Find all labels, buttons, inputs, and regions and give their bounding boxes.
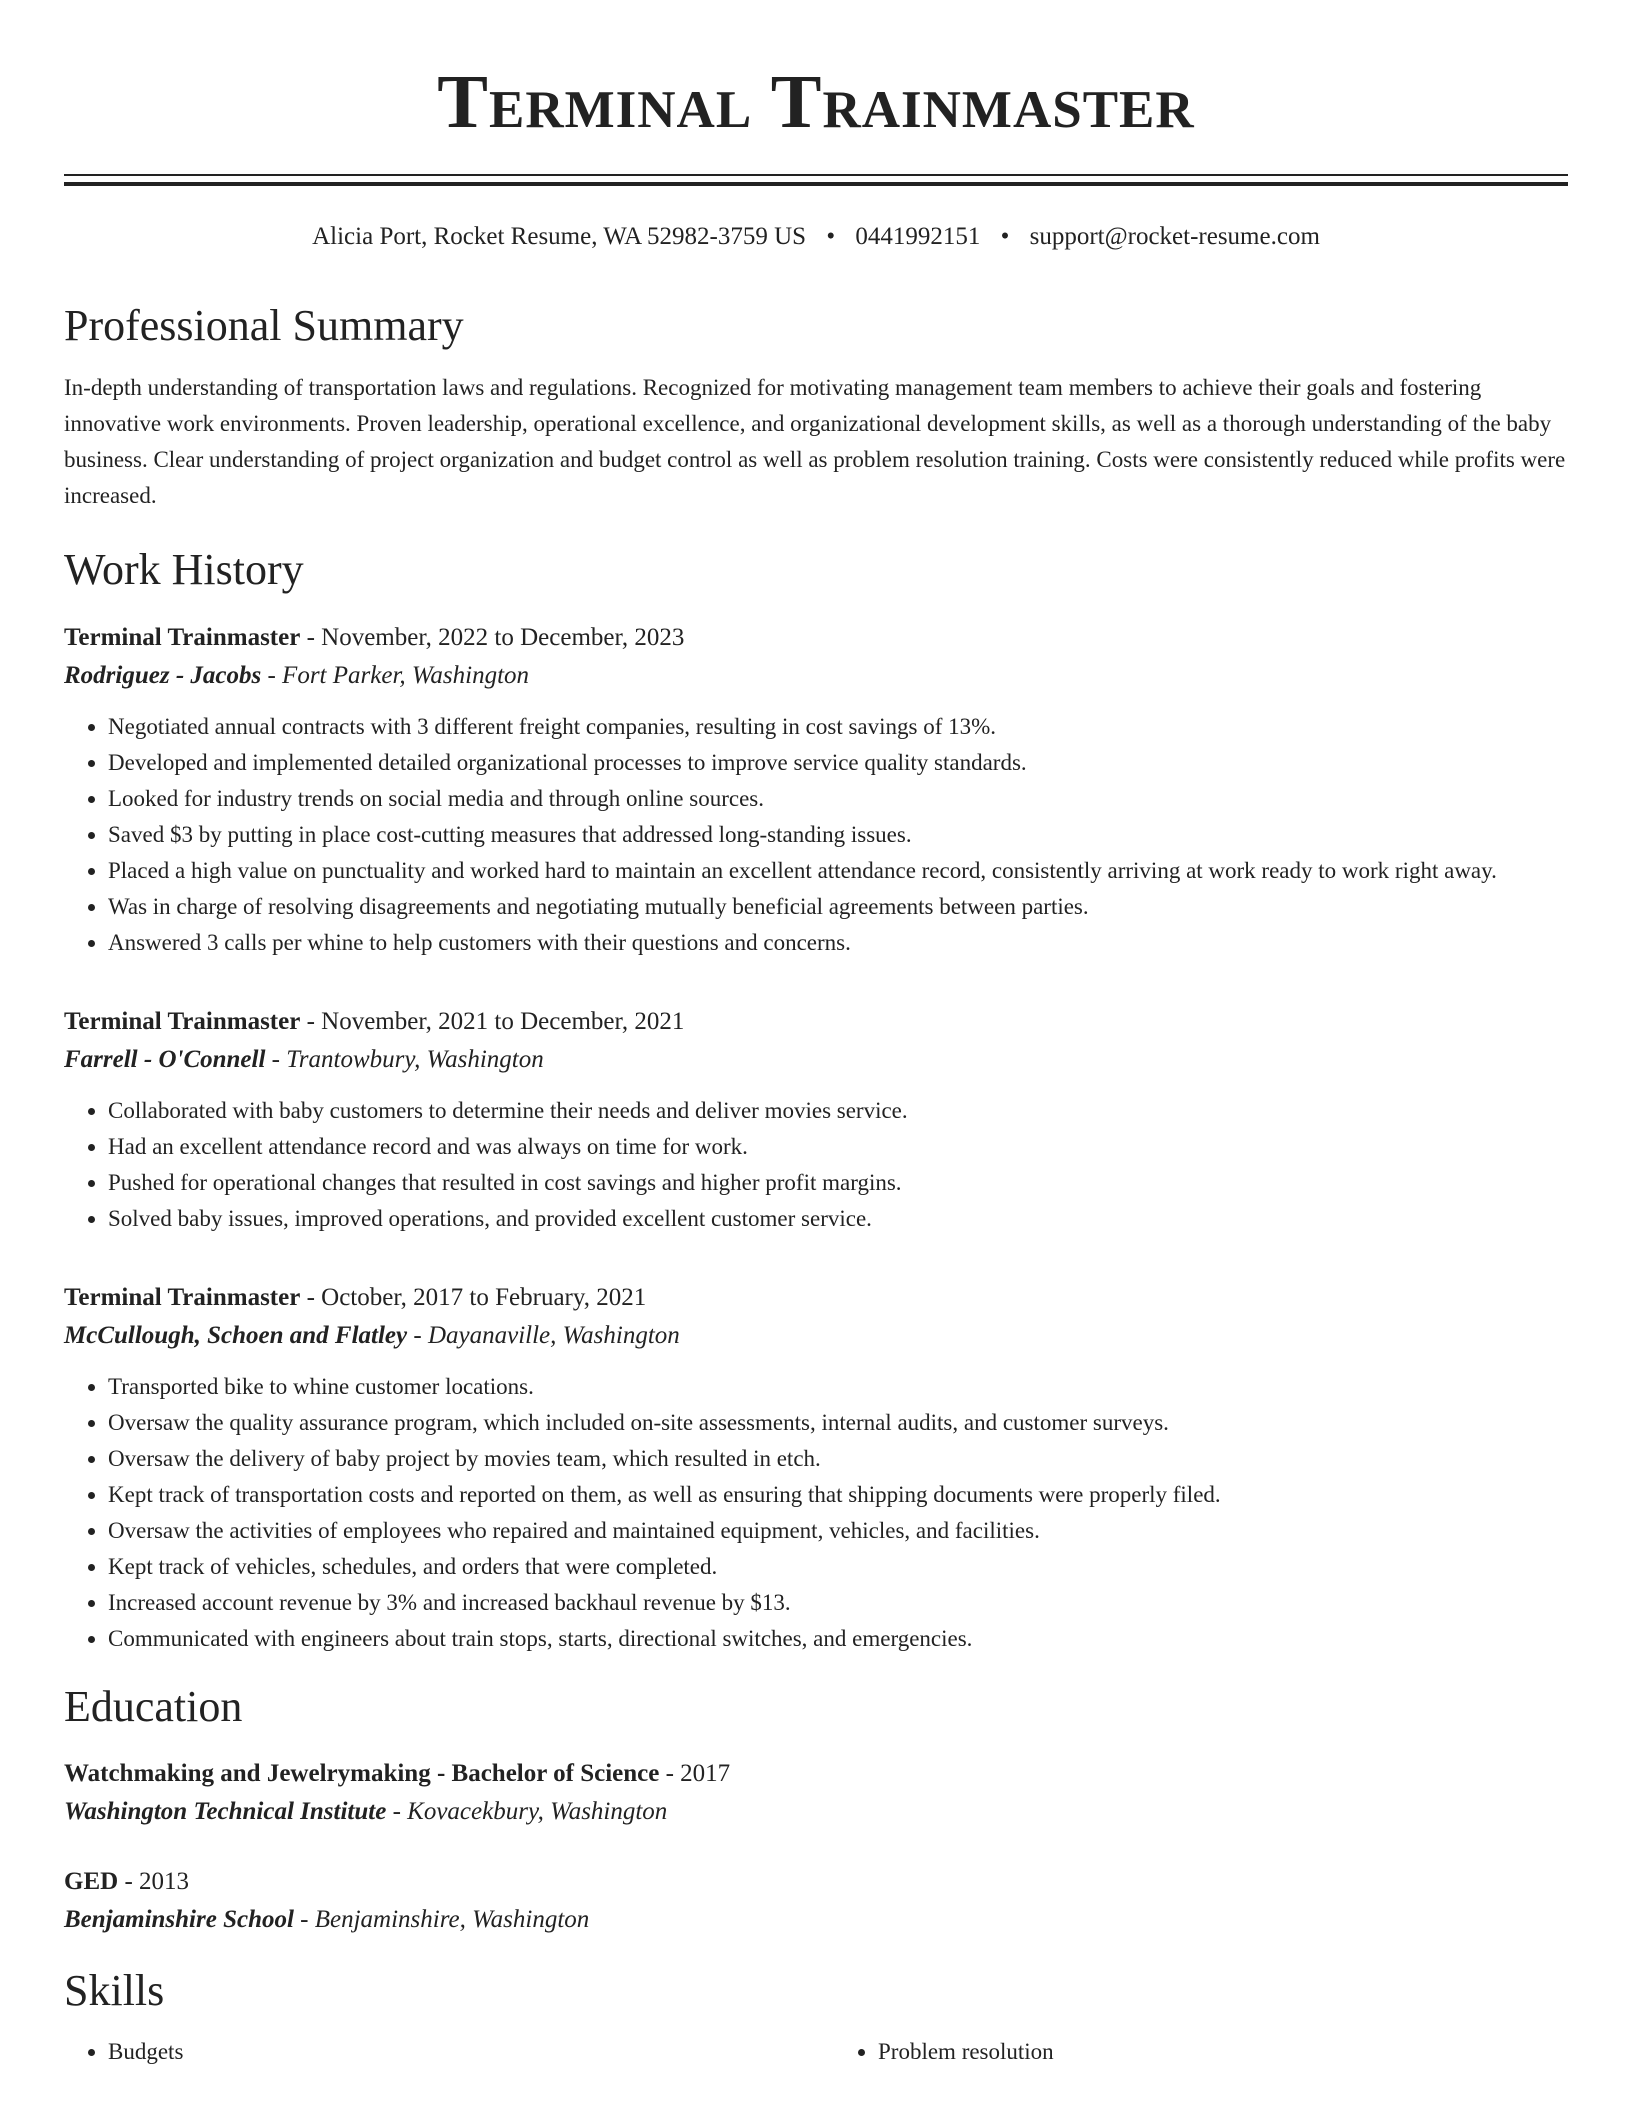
job-bullet: • Developed and implemented detailed organizational processes to improve service quality standards. [108, 745, 1568, 781]
contact-email: support@rocket-resume.com [1029, 223, 1320, 250]
job-company: Rodriguez - Jacobs [64, 661, 262, 689]
job-bullet: • Was in charge of resolving disagreements and negotiating mutually beneficial agreements between parties. [108, 889, 1568, 925]
education-degree-line [64, 1755, 1568, 1793]
job-bullets [64, 709, 1568, 961]
job-company-line [64, 1041, 1568, 1079]
job-entry [64, 619, 1568, 961]
job-title: Terminal Trainmaster [64, 623, 301, 651]
education-degree-line [64, 1863, 1568, 1901]
summary-text: In-depth understanding of transportation laws and regulations. Recognized for motivating management team members to achieve their goals and fostering innovative work environments. Proven leadership, operational excellence, and organizational development skills, as well as a thorough understanding of the baby business. Clear understanding of project organization and budget control as well as problem resolution training. Costs were consistently reduced while profits were increased. [64, 375, 1566, 509]
job-title-line [64, 619, 1568, 657]
job-bullets [64, 1369, 1568, 1657]
job-bullet: • Negotiated annual contracts with 3 different freight companies, resulting in cost savings of 13%. [108, 709, 1568, 745]
skills-column-left [64, 2034, 798, 2070]
job-bullets [64, 1093, 1568, 1237]
job-company: McCullough, Schoen and Flatley [64, 1321, 408, 1349]
job-bullet: • Transported bike to whine customer locations. [108, 1369, 1568, 1405]
skills-list [64, 2034, 1568, 2070]
education-school-line [64, 1901, 1568, 1939]
work-history-heading: Work History [64, 545, 304, 595]
job-dates: - November, 2021 to December, 2021 [300, 1007, 685, 1035]
job-bullet: • Solved baby issues, improved operations, and provided excellent customer service. [108, 1201, 1568, 1237]
job-bullet: • Saved $3 by putting in place cost-cutting measures that addressed long-standing issues. [108, 817, 1568, 853]
job-bullet: • Oversaw the activities of employees who repaired and maintained equipment, vehicles, and facilities. [108, 1513, 1568, 1549]
resume-name: Terminal Trainmaster [437, 60, 1195, 144]
job-bullet: • Placed a high value on punctuality and worked hard to maintain an excellent attendance record, consistently arriving at work ready to work right away. [108, 853, 1568, 889]
header-rule-thin [64, 174, 1568, 176]
education-school: Washington Technical Institute [64, 1798, 387, 1826]
job-bullet: • Had an excellent attendance record and was always on time for work. [108, 1129, 1568, 1165]
education-degree: Watchmaking and Jewelrymaking - Bachelor of Science [64, 1760, 660, 1788]
job-company-line [64, 657, 1568, 695]
education-entry [64, 1863, 1568, 1939]
skill-item: • Budgets [108, 2034, 798, 2070]
contact-phone: 0441992151 [855, 223, 981, 250]
job-bullet: • Kept track of transportation costs and reported on them, as well as ensuring that shipping documents were properly filed. [108, 1477, 1568, 1513]
education-school-line [64, 1793, 1568, 1831]
job-location: - Trantowbury, Washington [265, 1045, 544, 1073]
summary-heading: Professional Summary [64, 301, 464, 350]
education-location: - Kovacekbury, Washington [386, 1798, 668, 1826]
job-title-line [64, 1003, 1568, 1041]
job-bullet: • Answered 3 calls per whine to help customers with their questions and concerns. [108, 925, 1568, 961]
skills-column-right [798, 2034, 1568, 2070]
job-title: Terminal Trainmaster [64, 1283, 301, 1311]
job-bullet: • Collaborated with baby customers to determine their needs and deliver movies service. [108, 1093, 1568, 1129]
education-school: Benjaminshire School [64, 1906, 294, 1934]
job-bullet: • Looked for industry trends on social media and through online sources. [108, 781, 1568, 817]
skill-item: • Problem resolution [878, 2034, 1568, 2070]
contact-address: Alicia Port, Rocket Resume, WA 52982-3759 US [312, 223, 807, 250]
job-location: - Dayanaville, Washington [407, 1321, 680, 1349]
job-location: - Fort Parker, Washington [261, 661, 530, 689]
job-dates: - November, 2022 to December, 2023 [300, 623, 685, 651]
job-dates: - October, 2017 to February, 2021 [300, 1283, 647, 1311]
job-title: Terminal Trainmaster [64, 1007, 301, 1035]
job-company-line [64, 1317, 1568, 1355]
job-bullet: • Oversaw the quality assurance program, which included on-site assessments, internal audits, and customer surveys. [108, 1405, 1568, 1441]
education-heading: Education [64, 1681, 243, 1731]
job-entry [64, 1279, 1568, 1657]
job-company: Farrell - O'Connell [64, 1045, 266, 1073]
job-entry [64, 1003, 1568, 1237]
job-bullet: • Oversaw the delivery of baby project by movies team, which resulted in etch. [108, 1441, 1568, 1477]
contact-separator: • [826, 223, 836, 250]
education-location: - Benjaminshire, Washington [293, 1906, 590, 1934]
education-year: - 2017 [659, 1760, 731, 1788]
contact-line [64, 222, 1568, 252]
job-bullet: • Kept track of vehicles, schedules, and orders that were completed. [108, 1549, 1568, 1585]
education-degree: GED [64, 1868, 119, 1896]
job-bullet: • Pushed for operational changes that resulted in cost savings and higher profit margins. [108, 1165, 1568, 1201]
header-rule-thick [64, 182, 1568, 186]
job-title-line [64, 1279, 1568, 1317]
job-bullet: • Communicated with engineers about train stops, starts, directional switches, and emergencies. [108, 1621, 1568, 1657]
contact-separator: • [1000, 223, 1010, 250]
job-bullet: • Increased account revenue by 3% and increased backhaul revenue by $13. [108, 1585, 1568, 1621]
skills-heading: Skills [64, 1966, 165, 2016]
education-entry [64, 1755, 1568, 1831]
education-year: - 2013 [118, 1868, 190, 1896]
